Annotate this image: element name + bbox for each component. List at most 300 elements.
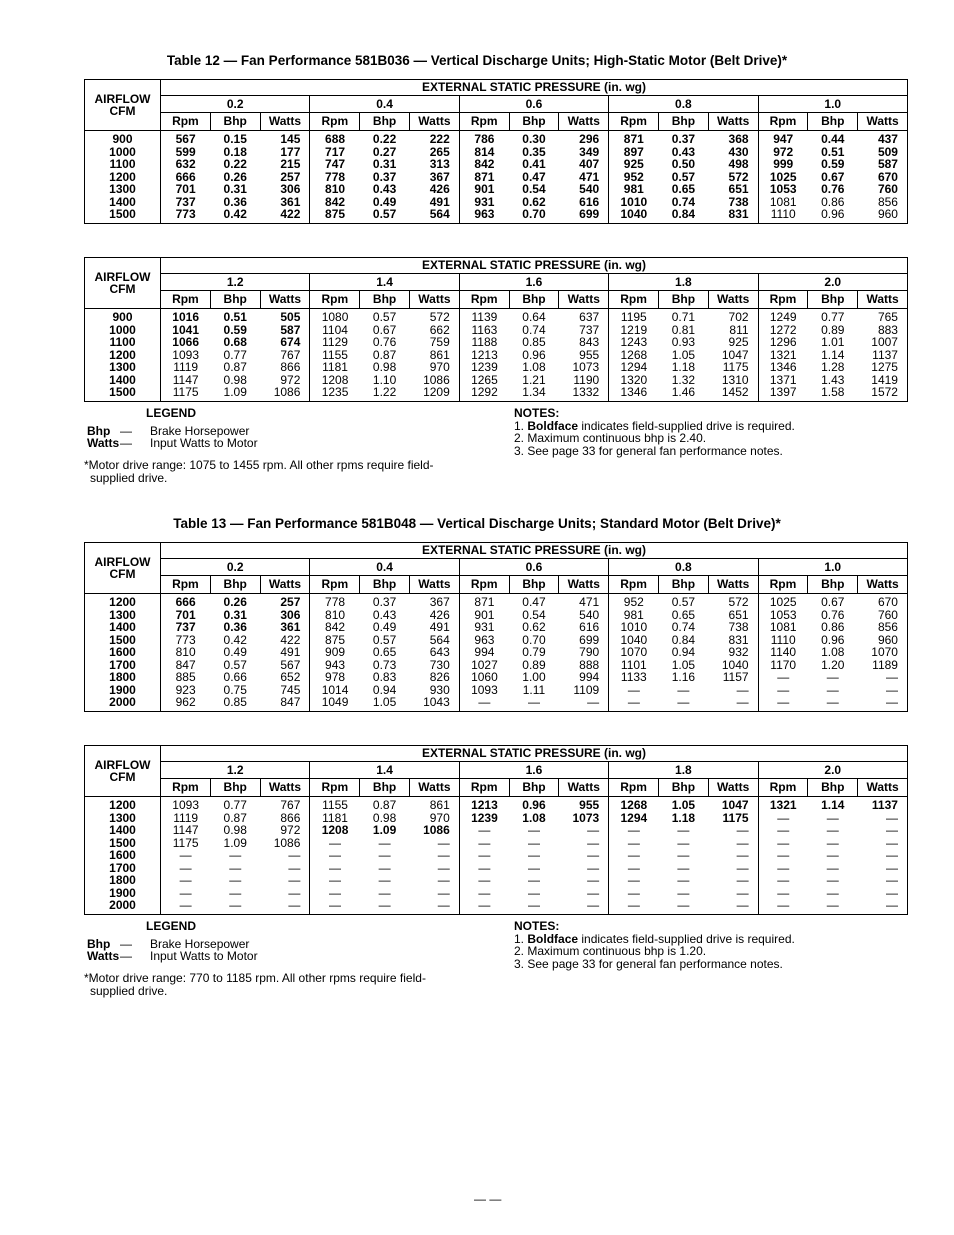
data-cell: 1070 xyxy=(609,646,659,659)
data-cell: 1294 xyxy=(609,812,659,825)
data-cell: 1219 xyxy=(609,324,659,337)
data-cell: 0.87 xyxy=(372,798,397,812)
external-static-pressure-header: EXTERNAL STATIC PRESSURE (in. wg) xyxy=(161,80,908,96)
data-cell: 962 xyxy=(161,696,211,711)
column-header: Bhp xyxy=(360,779,410,797)
data-cell: — xyxy=(161,887,211,900)
data-cell: 960 xyxy=(877,207,898,221)
data-cell: 1086 xyxy=(273,385,301,399)
data-cell: 0.31 xyxy=(223,607,247,622)
column-header: Rpm xyxy=(310,779,360,797)
note-number: 2. xyxy=(514,431,525,445)
data-cell: — xyxy=(736,848,749,862)
data-cell: 699 xyxy=(579,632,600,647)
data-cell: 871 xyxy=(609,131,659,146)
data-cell: 0.59 xyxy=(821,157,845,171)
footnote-line: *Motor drive range: 770 to 1185 rpm. All other rpms require field- xyxy=(84,971,426,985)
airflow-cfm-cell: 1900 xyxy=(109,682,136,697)
data-cell: — xyxy=(677,873,690,887)
airflow-cfm-cell: 1200 xyxy=(109,595,136,609)
data-cell: 1040 xyxy=(721,657,749,672)
data-cell: — xyxy=(609,696,659,711)
external-static-pressure-header: EXTERNAL STATIC PRESSURE (in. wg) xyxy=(161,258,908,274)
data-cell: — xyxy=(527,873,540,887)
data-cell: 1014 xyxy=(310,684,360,697)
data-cell: 0.77 xyxy=(821,310,845,324)
data-cell: 1243 xyxy=(609,336,659,349)
legend-abbr: Watts xyxy=(87,949,120,963)
data-cell: 0.47 xyxy=(522,169,546,184)
airflow-cfm-cell: 1200 xyxy=(109,347,136,362)
data-cell: 0.22 xyxy=(223,157,247,171)
table-row xyxy=(85,899,908,914)
data-cell: 1296 xyxy=(758,336,808,349)
data-cell: 981 xyxy=(609,183,659,196)
table-13-footnote xyxy=(84,972,478,997)
data-cell: — xyxy=(310,874,360,887)
table-row xyxy=(85,594,908,609)
data-cell: — xyxy=(310,862,360,875)
data-cell: — xyxy=(459,824,509,837)
data-cell: 1294 xyxy=(609,361,659,374)
data-cell: 999 xyxy=(758,158,808,171)
note-text: Maximum continuous bhp is 2.40. xyxy=(527,431,707,445)
data-cell: — xyxy=(437,848,450,862)
data-cell: — xyxy=(826,835,839,850)
data-cell: 572 xyxy=(728,595,749,609)
column-header: Rpm xyxy=(609,576,659,594)
data-cell: — xyxy=(229,898,242,912)
data-cell: 1346 xyxy=(609,386,659,401)
legend-dash: — xyxy=(120,436,132,450)
legend-item xyxy=(87,950,258,963)
column-header: Bhp xyxy=(658,291,708,309)
column-header: Bhp xyxy=(360,113,410,131)
column-header: Rpm xyxy=(459,113,509,131)
data-cell: 925 xyxy=(609,158,659,171)
data-cell: 0.57 xyxy=(671,595,696,609)
data-cell: 1040 xyxy=(609,208,659,223)
airflow-label: AIRFLOW xyxy=(94,270,151,284)
data-cell: 814 xyxy=(459,146,509,159)
data-cell: 666 xyxy=(161,594,211,609)
data-cell: — xyxy=(378,885,391,900)
data-cell: — xyxy=(885,848,898,862)
data-cell: 856 xyxy=(877,194,898,209)
data-cell: 407 xyxy=(579,157,600,171)
data-cell: 1049 xyxy=(310,696,360,711)
table-13-part-1 xyxy=(84,542,908,712)
data-cell: — xyxy=(288,885,301,900)
data-cell: 738 xyxy=(728,194,749,209)
data-cell: 1239 xyxy=(459,361,509,374)
data-cell: 0.57 xyxy=(372,207,397,221)
data-cell: 1093 xyxy=(459,684,509,697)
data-cell: 1310 xyxy=(721,372,749,387)
data-cell: — xyxy=(229,873,242,887)
data-cell: — xyxy=(587,695,600,709)
data-cell: — xyxy=(310,887,360,900)
data-cell: 847 xyxy=(161,659,211,672)
data-cell: — xyxy=(885,810,898,825)
data-cell: 1346 xyxy=(758,361,808,374)
data-cell: — xyxy=(826,695,839,709)
data-cell: 0.65 xyxy=(671,607,696,622)
data-cell: — xyxy=(378,898,391,912)
data-cell: 0.76 xyxy=(821,607,845,622)
data-cell: — xyxy=(310,837,360,850)
data-cell: — xyxy=(459,696,509,711)
data-cell: 616 xyxy=(579,620,600,634)
column-header: Rpm xyxy=(758,779,808,797)
data-cell: 0.31 xyxy=(223,182,247,196)
data-cell: 717 xyxy=(310,146,360,159)
legend-text: Input Watts to Motor xyxy=(150,949,258,963)
data-cell: 1332 xyxy=(572,385,600,399)
data-cell: 1.08 xyxy=(522,810,546,825)
data-cell: 1101 xyxy=(609,659,659,672)
data-cell: 0.35 xyxy=(522,144,546,159)
data-cell: — xyxy=(736,823,749,837)
data-cell: 0.54 xyxy=(522,607,546,622)
data-cell: 1.05 xyxy=(372,695,397,709)
data-cell: 861 xyxy=(429,347,450,362)
data-cell: 767 xyxy=(280,798,301,812)
legend-abbr: Watts xyxy=(87,436,120,450)
table-row xyxy=(85,208,908,223)
data-cell: — xyxy=(826,670,839,684)
data-cell: 567 xyxy=(161,131,211,146)
pressure-header: 2.0 xyxy=(758,274,907,291)
data-cell: 1.01 xyxy=(821,335,845,349)
data-cell: 701 xyxy=(161,183,211,196)
data-cell: 313 xyxy=(429,157,450,171)
data-cell: 0.62 xyxy=(522,194,546,209)
data-cell: 1147 xyxy=(161,374,211,387)
data-cell: 367 xyxy=(429,595,450,609)
note-number: 3. xyxy=(514,443,525,458)
table-row xyxy=(85,361,908,374)
pressure-header: 1.4 xyxy=(310,762,459,779)
data-cell: 651 xyxy=(728,182,749,196)
data-cell: 773 xyxy=(161,208,211,223)
pressure-header: 0.6 xyxy=(459,96,608,113)
data-cell: — xyxy=(161,862,211,875)
column-header: Bhp xyxy=(658,113,708,131)
column-header: Watts xyxy=(559,576,609,594)
data-cell: 361 xyxy=(280,194,301,209)
airflow-cfm-header xyxy=(85,746,161,797)
airflow-cfm-header xyxy=(85,258,161,309)
data-cell: 778 xyxy=(310,594,360,609)
data-cell: 1239 xyxy=(459,812,509,825)
data-cell: 0.51 xyxy=(821,144,845,159)
column-header: Bhp xyxy=(360,291,410,309)
data-cell: — xyxy=(609,899,659,914)
data-cell: 0.50 xyxy=(671,157,696,171)
column-header: Watts xyxy=(708,291,758,309)
data-cell: — xyxy=(437,898,450,912)
data-cell: — xyxy=(378,860,391,875)
data-cell: — xyxy=(288,898,301,912)
data-cell: — xyxy=(826,898,839,912)
data-cell: — xyxy=(885,898,898,912)
data-cell: 1170 xyxy=(758,659,808,672)
data-cell: 0.62 xyxy=(522,620,546,634)
data-cell: 866 xyxy=(280,360,301,374)
data-cell: 701 xyxy=(161,609,211,622)
data-cell: 738 xyxy=(728,620,749,634)
data-cell: 1.16 xyxy=(671,670,696,684)
data-cell: 1104 xyxy=(310,324,360,337)
data-cell: 0.57 xyxy=(372,310,397,324)
table-12-notes xyxy=(514,407,795,457)
column-header: Bhp xyxy=(658,576,708,594)
data-cell: 1275 xyxy=(871,360,898,374)
data-cell: — xyxy=(758,824,808,837)
airflow-cfm-cell: 1100 xyxy=(109,335,136,349)
note-bold: Boldface xyxy=(527,931,579,946)
data-cell: 875 xyxy=(310,208,360,223)
data-cell: 0.37 xyxy=(671,132,696,146)
data-cell: — xyxy=(527,860,540,875)
column-header: Bhp xyxy=(808,113,858,131)
data-cell: — xyxy=(527,823,540,837)
data-cell: 932 xyxy=(728,645,749,659)
data-cell: 0.87 xyxy=(372,347,397,362)
data-cell: 1081 xyxy=(758,621,808,634)
data-cell: 637 xyxy=(579,310,600,324)
table-row xyxy=(85,671,908,684)
note-text: indicates field-supplied drive is required. xyxy=(578,418,795,433)
data-cell: 1043 xyxy=(423,695,450,709)
column-header: Watts xyxy=(708,576,758,594)
column-header: Bhp xyxy=(210,576,260,594)
data-cell: — xyxy=(826,848,839,862)
data-cell: 981 xyxy=(609,609,659,622)
data-cell: 1.20 xyxy=(821,657,845,672)
data-cell: 1175 xyxy=(722,360,749,374)
column-header: Watts xyxy=(260,576,310,594)
airflow-cfm-cell: 1800 xyxy=(109,670,136,684)
legend-heading: LEGEND xyxy=(146,406,197,420)
data-cell: — xyxy=(161,899,211,914)
data-cell: 1110 xyxy=(758,634,808,647)
table-12-title: Table 12 — Fan Performance 581B036 — Vertical Discharge Units; High-Static Motor (Belt Drive)* xyxy=(166,53,788,68)
pressure-header: 1.0 xyxy=(758,96,907,113)
data-cell: 491 xyxy=(280,645,301,659)
table-row xyxy=(85,696,908,711)
data-cell: 0.94 xyxy=(372,682,397,697)
data-cell: 1073 xyxy=(572,810,600,825)
airflow-cfm-cell: 2000 xyxy=(109,695,136,709)
data-cell: 1321 xyxy=(758,349,808,362)
column-header: Watts xyxy=(409,576,459,594)
data-cell: 888 xyxy=(579,657,600,672)
data-cell: 1086 xyxy=(273,835,301,850)
data-cell: 1155 xyxy=(310,797,360,812)
data-cell: 1007 xyxy=(871,335,898,349)
data-cell: 883 xyxy=(877,322,898,337)
data-cell: 1195 xyxy=(609,309,659,324)
data-cell: 1086 xyxy=(423,372,450,387)
data-cell: 699 xyxy=(579,207,600,221)
airflow-cfm-cell: 1800 xyxy=(109,873,136,887)
table-13-legend xyxy=(87,920,258,963)
data-cell: — xyxy=(161,874,211,887)
data-cell: 0.37 xyxy=(372,169,397,184)
column-header: Bhp xyxy=(210,113,260,131)
data-cell: — xyxy=(527,848,540,862)
data-cell: 760 xyxy=(877,182,898,196)
airflow-cfm-cell: 1200 xyxy=(109,798,136,812)
column-header: Bhp xyxy=(210,291,260,309)
column-header: Watts xyxy=(858,291,908,309)
column-header: Watts xyxy=(409,113,459,131)
data-cell: 1010 xyxy=(609,621,659,634)
data-cell: — xyxy=(587,848,600,862)
data-cell: — xyxy=(437,860,450,875)
data-cell: 599 xyxy=(161,146,211,159)
column-header: Rpm xyxy=(161,576,211,594)
data-cell: 222 xyxy=(429,132,450,146)
data-cell: 810 xyxy=(310,183,360,196)
note-number: 3. xyxy=(514,956,525,971)
data-cell: 0.75 xyxy=(223,682,247,697)
data-cell: — xyxy=(229,848,242,862)
note-text: See page 33 for general fan performance notes. xyxy=(527,443,783,458)
data-cell: 1265 xyxy=(459,374,509,387)
table-12-footnote xyxy=(84,459,478,484)
data-cell: 1155 xyxy=(310,349,360,362)
pressure-header: 1.2 xyxy=(161,762,310,779)
data-cell: 632 xyxy=(161,158,211,171)
data-cell: 1371 xyxy=(758,374,808,387)
data-cell: 0.70 xyxy=(522,207,546,221)
data-cell: — xyxy=(609,862,659,875)
data-cell: 1181 xyxy=(310,812,360,825)
data-cell: 947 xyxy=(758,131,808,146)
data-cell: 866 xyxy=(280,810,301,825)
data-cell: 0.77 xyxy=(223,347,247,362)
legend-text: Brake Horsepower xyxy=(150,936,250,951)
data-cell: 0.66 xyxy=(223,670,247,684)
data-cell: — xyxy=(459,837,509,850)
data-cell: 871 xyxy=(459,171,509,184)
column-header: Watts xyxy=(409,291,459,309)
data-cell: 0.86 xyxy=(821,194,845,209)
airflow-cfm-cell: 1400 xyxy=(109,194,136,209)
data-cell: 1133 xyxy=(609,671,659,684)
data-cell: — xyxy=(527,885,540,900)
data-cell: 471 xyxy=(579,595,600,609)
column-header: Watts xyxy=(858,779,908,797)
data-cell: 0.27 xyxy=(372,144,397,159)
data-cell: 0.67 xyxy=(372,322,397,337)
data-cell: 0.93 xyxy=(671,335,696,349)
data-cell: 1.18 xyxy=(671,360,696,374)
legend-dash: — xyxy=(120,936,132,951)
data-cell: 1.46 xyxy=(671,385,696,399)
data-cell: — xyxy=(587,898,600,912)
data-cell: 0.30 xyxy=(522,132,546,146)
data-cell: 0.96 xyxy=(821,632,845,647)
data-cell: — xyxy=(758,812,808,825)
data-cell: 1129 xyxy=(310,336,360,349)
data-cell: — xyxy=(527,695,540,709)
data-cell: 1016 xyxy=(161,309,211,324)
data-cell: 909 xyxy=(310,646,360,659)
data-cell: 564 xyxy=(429,207,450,221)
data-cell: 0.71 xyxy=(671,310,696,324)
data-cell: 955 xyxy=(579,347,600,362)
data-cell: 0.85 xyxy=(522,335,546,349)
data-cell: 670 xyxy=(877,595,898,609)
data-cell: 0.76 xyxy=(372,335,397,349)
data-cell: 871 xyxy=(459,594,509,609)
column-header: Rpm xyxy=(310,291,360,309)
notes-heading: NOTES: xyxy=(514,919,560,933)
data-cell: — xyxy=(609,849,659,862)
data-cell: 1.05 xyxy=(671,347,696,362)
data-cell: — xyxy=(885,823,898,837)
column-header: Rpm xyxy=(758,113,808,131)
pressure-header: 1.8 xyxy=(609,274,758,291)
data-cell: 0.57 xyxy=(671,169,696,184)
data-cell: 1.09 xyxy=(223,385,247,399)
pressure-header: 2.0 xyxy=(758,762,907,779)
data-cell: 1093 xyxy=(161,797,211,812)
data-cell: — xyxy=(677,848,690,862)
column-header: Watts xyxy=(559,113,609,131)
data-cell: 923 xyxy=(161,684,211,697)
footnote-line: *Motor drive range: 1075 to 1455 rpm. All other rpms require field- xyxy=(84,458,434,472)
data-cell: 765 xyxy=(877,310,898,324)
column-header: Rpm xyxy=(459,779,509,797)
data-cell: 0.43 xyxy=(372,182,397,196)
pressure-header: 1.8 xyxy=(609,762,758,779)
data-cell: 0.87 xyxy=(223,360,247,374)
note-item xyxy=(514,445,795,458)
legend-dash: — xyxy=(120,423,132,438)
data-cell: 1086 xyxy=(423,823,450,837)
data-cell: — xyxy=(677,695,690,709)
data-cell: 970 xyxy=(429,810,450,825)
data-cell: 1025 xyxy=(758,171,808,184)
data-cell: 0.36 xyxy=(223,194,247,209)
airflow-cfm-cell: 1400 xyxy=(109,620,136,634)
data-cell: 0.73 xyxy=(372,657,397,672)
data-cell: 786 xyxy=(459,131,509,146)
column-header: Watts xyxy=(260,291,310,309)
data-cell: 1.14 xyxy=(821,798,845,812)
data-cell: — xyxy=(826,682,839,697)
data-cell: — xyxy=(609,824,659,837)
data-cell: 952 xyxy=(609,171,659,184)
data-cell: 0.57 xyxy=(372,632,397,647)
data-cell: 1140 xyxy=(758,646,808,659)
data-cell: 0.98 xyxy=(372,810,397,825)
data-cell: 1213 xyxy=(459,349,509,362)
data-cell: 994 xyxy=(459,646,509,659)
column-header: Watts xyxy=(559,779,609,797)
data-cell: 0.98 xyxy=(223,372,247,387)
column-header: Watts xyxy=(559,291,609,309)
footnote-line: supplied drive. xyxy=(90,470,168,485)
data-cell: 1209 xyxy=(423,385,450,399)
data-cell: — xyxy=(587,860,600,875)
data-cell: 842 xyxy=(310,621,360,634)
